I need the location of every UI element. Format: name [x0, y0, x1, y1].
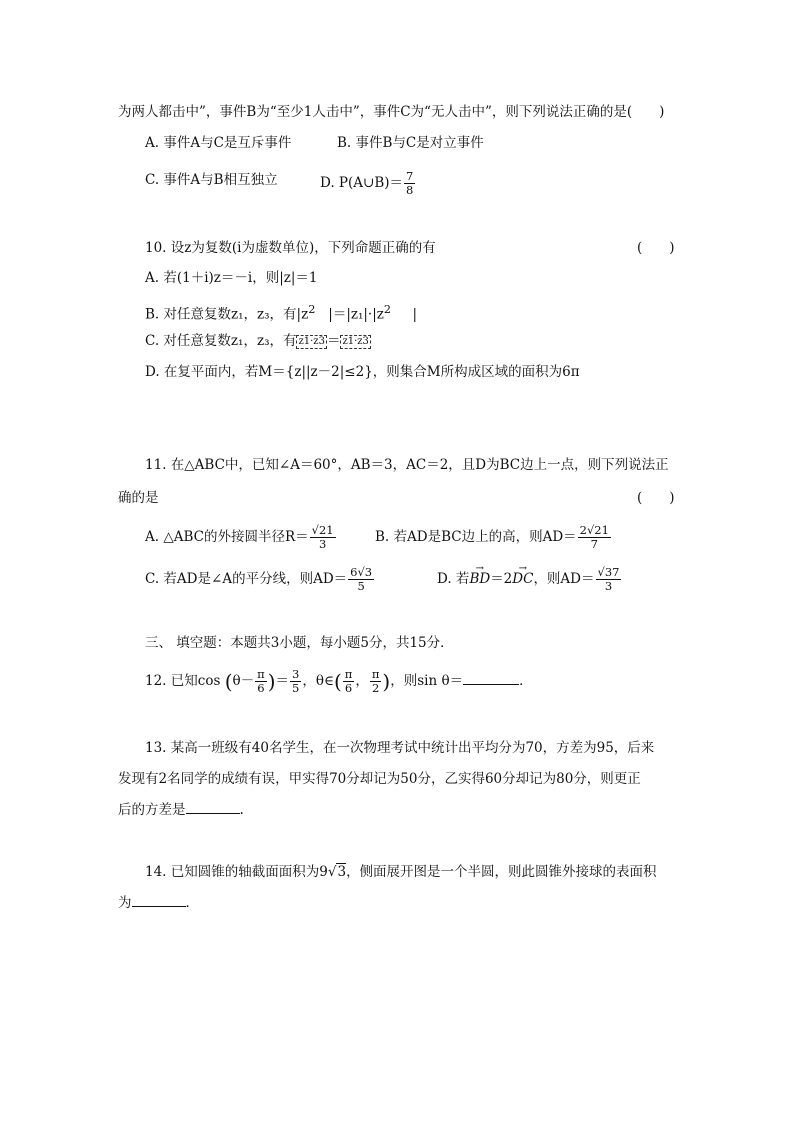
formula-placeholder-box: z1·z3: [342, 335, 369, 347]
q14-line1-text: 14. 已知圆锥的轴截面面积为9: [145, 864, 328, 880]
q10-answer-paren: ( ): [637, 240, 675, 256]
q10-option-b-text: B. 对任意复数z₁，z₃，有|z: [145, 306, 309, 323]
q11-option-b: [375, 524, 612, 551]
q9-continuation: 为两人都击中”，事件B为“至少1人击中”，事件C为“无人击中”，则下列说法正确的是( ): [118, 104, 665, 120]
fraction-denominator: 7: [590, 537, 598, 551]
q12-text: 12. 已知cos: [145, 673, 221, 689]
q10-stem: 10. 设z为复数(i为虚数单位)，下列命题正确的有: [145, 240, 436, 256]
q9-option-a: A. 事件A与C是互斥事件: [145, 135, 292, 151]
q14-line2: [118, 893, 199, 913]
q11-option-c: [145, 566, 375, 593]
q11-option-b-fraction: [578, 524, 611, 551]
q11-option-b-text: B. 若AD是BC边上的高，则AD＝: [375, 529, 577, 545]
q12-fraction-3-5: [290, 668, 301, 695]
fraction-numerator: √37: [597, 565, 620, 579]
period: ．: [185, 895, 199, 911]
period: ．: [519, 673, 533, 689]
superscript: 2: [383, 303, 392, 316]
formula-placeholder-box: z1·z3: [298, 335, 325, 347]
sqrt-sign: √: [327, 864, 337, 880]
answer-blank[interactable]: [463, 672, 519, 685]
superscript: 2: [308, 303, 316, 316]
fraction-numerator: 3: [292, 667, 300, 681]
fraction-numerator: 6√3: [350, 565, 373, 579]
q13-line2: 发现有2名同学的成绩有误，甲实得70分却记为50分，乙实得60分却记为80分，则更正: [118, 771, 641, 787]
fraction-numerator: √21: [311, 523, 334, 537]
theta-minus: θ－: [232, 673, 255, 689]
q13-line1: 13. 某高一班级有40名学生，在一次物理考试中统计出平均分为70，方差为95，后来: [145, 740, 655, 756]
q10-option-b-middle: |＝|z₁|·|z: [328, 306, 384, 323]
left-paren: (: [333, 669, 342, 694]
q12-fraction-pi-6b: [343, 668, 355, 695]
q11-option-a-fraction: [310, 524, 336, 551]
q11-option-d: [437, 566, 622, 593]
q11-stem-line1: 11. 在△ABC中，已知∠A＝60°，AB＝3，AC＝2，且D为BC边上一点，则下列说法正: [145, 457, 669, 473]
equals-sign: ＝: [326, 333, 341, 349]
fraction-denominator: 3: [318, 537, 327, 551]
right-paren: ): [267, 669, 276, 694]
q11-option-d-text: D. 若: [437, 571, 470, 587]
vector-bd: → BD: [469, 569, 490, 589]
q14-line1-post: ，侧面展开图是一个半圆，则此圆锥外接球的表面积: [346, 864, 657, 880]
q11-option-d-post: ，则AD＝: [533, 571, 595, 587]
q13-line3-text: 后的方差是: [118, 802, 186, 818]
q11-option-c-fraction: [348, 566, 374, 593]
q9-option-d-fraction: [404, 170, 415, 197]
theta-in: ，θ∈: [302, 673, 334, 689]
q10-option-a: A. 若(1＋i)z＝－i，则|z|＝1: [145, 270, 318, 286]
q14-line2-text: 为: [118, 895, 132, 911]
fraction-denominator: 2: [371, 681, 380, 695]
q11-option-c-text: C. 若AD是∠A的平分线，则AD＝: [145, 571, 348, 587]
fraction-denominator: 3: [604, 579, 613, 593]
fraction-denominator: 8: [406, 183, 414, 197]
q12-fraction-pi-6: [255, 668, 267, 695]
q11-option-d-middle: ＝2: [490, 571, 513, 587]
q11-option-a: [145, 524, 337, 551]
q10-option-c-text: C. 对任意复数z₁，z₃，有: [145, 333, 297, 349]
fraction-denominator: 6: [257, 681, 265, 695]
q9-option-d-text: D. P(A∪B)＝: [320, 175, 404, 191]
q9-option-c: C. 事件A与B相互独立: [145, 172, 278, 188]
fraction-numerator: 2√21: [579, 523, 609, 537]
fraction-denominator: 6: [344, 681, 353, 695]
fraction-numerator: π: [344, 667, 353, 681]
vector-dc: → DC: [512, 569, 533, 589]
fraction-denominator: 5: [292, 681, 300, 695]
q11-stem-line2: 确的是: [118, 490, 159, 506]
q10-option-d: D. 在复平面内，若M＝{z||z－2|≤2}，则集合M所构成区域的面积为6π: [145, 364, 580, 380]
q9-option-b: B. 事件B与C是对立事件: [337, 135, 484, 151]
equals-sign: ＝: [275, 673, 290, 689]
q12: [145, 668, 533, 695]
answer-blank[interactable]: [186, 801, 240, 814]
fraction-numerator: π: [371, 667, 380, 681]
q9-option-d: [320, 170, 416, 197]
period: .: [239, 802, 244, 818]
section-3-heading: 三、 填空题：本题共3小题，每小题5分，共15分．: [145, 635, 454, 651]
sqrt-radicand: 3: [337, 864, 347, 880]
answer-blank[interactable]: [132, 894, 186, 907]
fraction-denominator: 5: [357, 579, 365, 593]
q11-answer-paren: ( ): [637, 490, 675, 506]
q12-fraction-pi-2: [370, 668, 382, 695]
q12-post-text: ，则sin θ＝: [390, 673, 464, 689]
q13-line3: [118, 800, 244, 820]
q11-option-a-text: A. △ABC的外接圆半径R＝: [145, 529, 309, 545]
fraction-numerator: 7: [406, 169, 414, 183]
left-paren: (: [224, 669, 233, 694]
comma: ，: [355, 673, 369, 689]
q14-line1: [145, 862, 657, 882]
q10-option-b-end: |: [412, 306, 418, 323]
q11-option-d-fraction: [596, 566, 622, 593]
fraction-numerator: π: [257, 667, 265, 681]
right-paren: ): [382, 669, 391, 694]
q10-option-b: [145, 300, 417, 325]
q10-option-c: [145, 331, 371, 351]
